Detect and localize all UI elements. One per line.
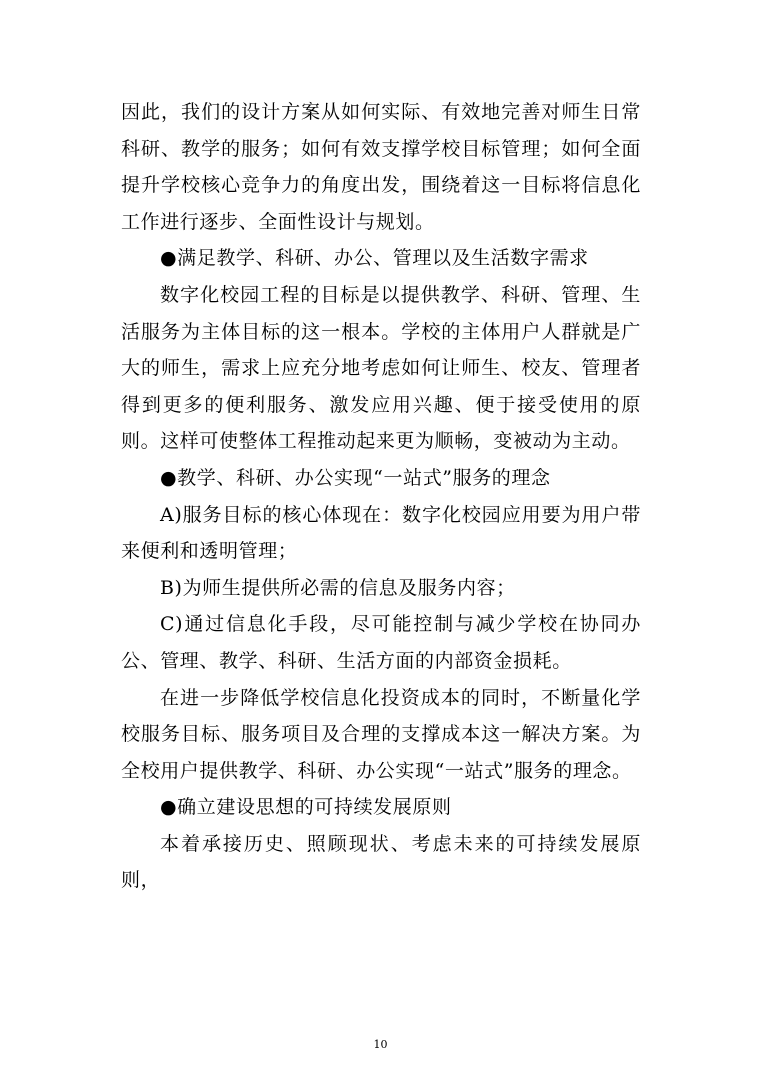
bullet-heading-digital-needs: ●满足教学、科研、办公、管理以及生活数字需求: [160, 247, 589, 270]
bullet-heading-one-stop-service: ●教学、科研、办公实现“一站式”服务的理念: [160, 466, 551, 489]
paragraph-intro: 因此，我们的设计方案从如何实际、有效地完善对师生日常科研、教学的服务；如何有效支撑学校目标管理；如何全面提升学校核心竞争力的角度出发，围绕着这一目标将信息化工作进行逐步、全面性设计与规划。: [121, 101, 641, 233]
paragraph-item-a: A)服务目标的核心体现在：数字化校园应用要为用户带来便利和透明管理；: [121, 503, 641, 563]
bullet-heading-sustainable: ●确立建设思想的可持续发展原则: [160, 796, 452, 819]
paragraph-digital-campus-goal: 数字化校园工程的目标是以提供教学、科研、管理、生活服务为主体目标的这一根本。学校的主体用户人群就是广大的师生，需求上应充分地考虑如何让师生、校友、管理者得到更多的便利服务、激发应用兴趣、便于接受使用的原则。这样可使整体工程推动起来更为顺畅，变被动为主动。: [121, 283, 641, 453]
paragraph-item-c: C)通过信息化手段，尽可能控制与减少学校在协同办公、管理、教学、科研、生活方面的内部资金损耗。: [121, 613, 641, 672]
paragraph-sustainable-principle: 本着承接历史、照顾现状、考虑未来的可持续发展原则，: [121, 832, 641, 892]
paragraph-item-b: B)为师生提供所必需的信息及服务内容；: [160, 576, 516, 599]
page-body: [121, 94, 641, 899]
paragraph-cost-reduction: 在进一步降低学校信息化投资成本的同时，不断量化学校服务目标、服务项目及合理的支撑成本这一解决方案。为全校用户提供教学、科研、办公实现“一站式”服务的理念。: [121, 686, 641, 782]
page-number: 10: [373, 1038, 388, 1051]
